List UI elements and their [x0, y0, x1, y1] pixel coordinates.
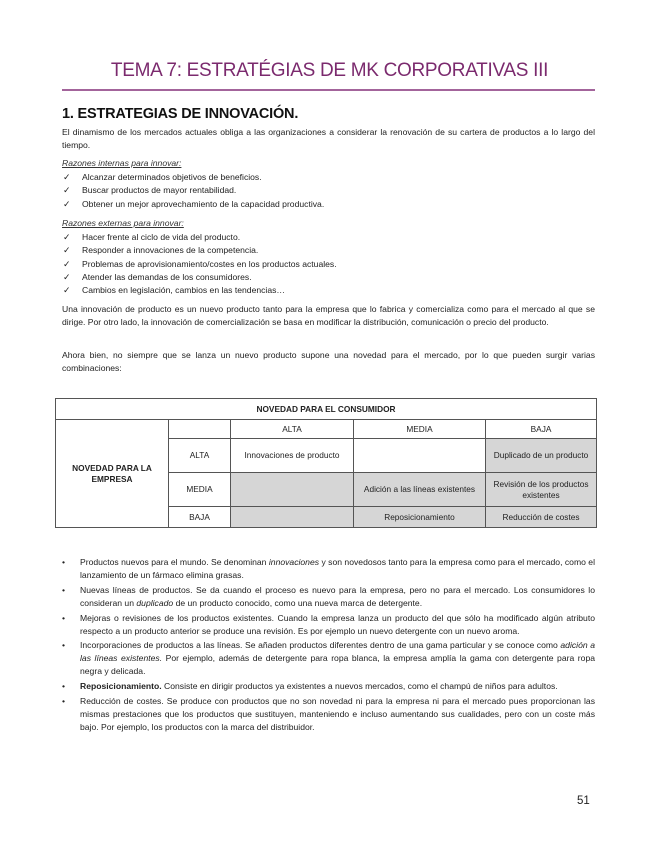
- table-cell: Innovaciones de producto: [231, 439, 354, 473]
- consumer-novelty-header: NOVEDAD PARA EL CONSUMIDOR: [56, 399, 597, 420]
- table-cell: Reducción de costes: [486, 507, 597, 528]
- intro-paragraph: El dinamismo de los mercados actuales obliga a las organizaciones a considerar la renovación de su cartera de productos a lo largo del tiempo.: [62, 127, 595, 150]
- external-reasons-list: [62, 231, 337, 297]
- bullet-icon: •: [62, 696, 66, 707]
- checkmark-icon: ✓: [63, 185, 71, 196]
- internal-reasons-list: [62, 171, 324, 211]
- checkmark-icon: ✓: [63, 258, 71, 269]
- list-item: ✓ Atender las demandas de los consumidores.: [62, 271, 337, 284]
- list-item: • Incorporaciones de productos a las líneas. Se añaden productos diferentes dentro de una gama particular y se conoce como adición a las líneas existentes. Por ejemplo, además de detergente para ropa blanca, la empresa amplía la gama con detergente para ropa negra y delicada.: [62, 640, 595, 677]
- combinations-paragraph: Ahora bien, no siempre que se lanza un nuevo producto supone una novedad para el mercado, por lo que pueden surgir varias combinaciones:: [62, 350, 595, 373]
- column-header: BAJA: [486, 420, 597, 439]
- list-item: ✓ Cambios en legislación, cambios en las tendencias…: [62, 284, 337, 297]
- table-cell: Revisión de los productos existentes: [486, 473, 597, 507]
- list-item: ✓ Problemas de aprovisionamiento/costes en los productos actuales.: [62, 258, 337, 271]
- table-cell: [231, 507, 354, 528]
- checkmark-icon: ✓: [63, 285, 71, 296]
- row-header: MEDIA: [169, 473, 231, 507]
- bullet-icon: •: [62, 681, 66, 692]
- table-cell: [354, 439, 486, 473]
- bullet-icon: •: [62, 640, 66, 651]
- corner-cell: [169, 420, 231, 439]
- list-item: • Reducción de costes. Se produce con productos que no son novedad ni para la empresa ni para el mercado pues proporcionan las mismas prestaciones que los productos que sustituyen, manteniendo e incluso aumentando sus cualidades, pero con un coste más bajo. Por ejemplo, los productos con la marca del distribuidor.: [62, 696, 595, 732]
- list-item: ✓ Obtener un mejor aprovechamiento de la capacidad productiva.: [62, 198, 324, 211]
- table-cell: Duplicado de un producto: [486, 439, 597, 473]
- table-cell: [231, 473, 354, 507]
- column-header: MEDIA: [354, 420, 486, 439]
- list-item: ✓ Alcanzar determinados objetivos de beneficios.: [62, 171, 324, 184]
- bullet-icon: •: [62, 557, 66, 567]
- bullet-icon: •: [62, 612, 66, 623]
- list-item: • Nuevas líneas de productos. Se da cuando el proceso es nuevo para la empresa, pero no para el mercado. Los consumidores lo consideran un duplicado de un producto conocido, como una nueva marca de detergente.: [62, 584, 595, 608]
- internal-reasons-label: Razones internas para innovar:: [62, 158, 182, 168]
- list-item: ✓ Hacer frente al ciclo de vida del producto.: [62, 231, 337, 244]
- column-header: ALTA: [231, 420, 354, 439]
- title-divider: [62, 89, 595, 91]
- row-header: ALTA: [169, 439, 231, 473]
- strategy-bullets-list: [62, 556, 595, 736]
- section-heading: 1. ESTRATEGIAS DE INNOVACIÓN.: [62, 106, 299, 122]
- page-title: TEMA 7: ESTRATÉGIAS DE MK CORPORATIVAS III: [110, 60, 549, 81]
- checkmark-icon: ✓: [63, 245, 71, 256]
- checkmark-icon: ✓: [63, 198, 71, 209]
- list-item: ✓ Responder a innovaciones de la competencia.: [62, 244, 337, 257]
- checkmark-icon: ✓: [63, 172, 71, 182]
- list-item: • Productos nuevos para el mundo. Se denominan innovaciones y son novedosos tanto para la empresa como para el mercado, como el lanzamiento de un fármaco elimina grasas.: [62, 557, 595, 580]
- external-reasons-label: Razones externas para innovar:: [62, 218, 184, 228]
- list-item: ✓ Buscar productos de mayor rentabilidad.: [62, 184, 324, 197]
- list-item: • Reposicionamiento. Consiste en dirigir productos ya existentes a nuevos mercados, como el champú de niños para adultos.: [62, 681, 558, 692]
- bullet-icon: •: [62, 584, 66, 595]
- row-header: BAJA: [169, 507, 231, 528]
- table-cell: Adición a las líneas existentes: [354, 473, 486, 507]
- checkmark-icon: ✓: [63, 271, 71, 282]
- table-cell: Reposicionamiento: [354, 507, 486, 528]
- innovation-definition-paragraph: Una innovación de producto es un nuevo producto tanto para la empresa que lo fabrica y comercializa como para el mercado al que se dirige. Por otro lado, la innovación de comercialización se basa en modificar la distribución, comunicación o precio del producto.: [62, 304, 595, 327]
- company-novelty-header: NOVEDAD PARA LA EMPRESA: [56, 420, 169, 528]
- checkmark-icon: ✓: [63, 232, 71, 242]
- list-item: • Mejoras o revisiones de los productos existentes. Cuando la empresa lanza un producto del que sólo ha modificado algún atributo respecto a un producto anterior se produce una revisión. Es por ejemplo un nuevo detergente con un nuevo aroma.: [62, 612, 595, 636]
- novelty-matrix-table: [55, 398, 597, 528]
- page-number: 51: [577, 795, 590, 807]
